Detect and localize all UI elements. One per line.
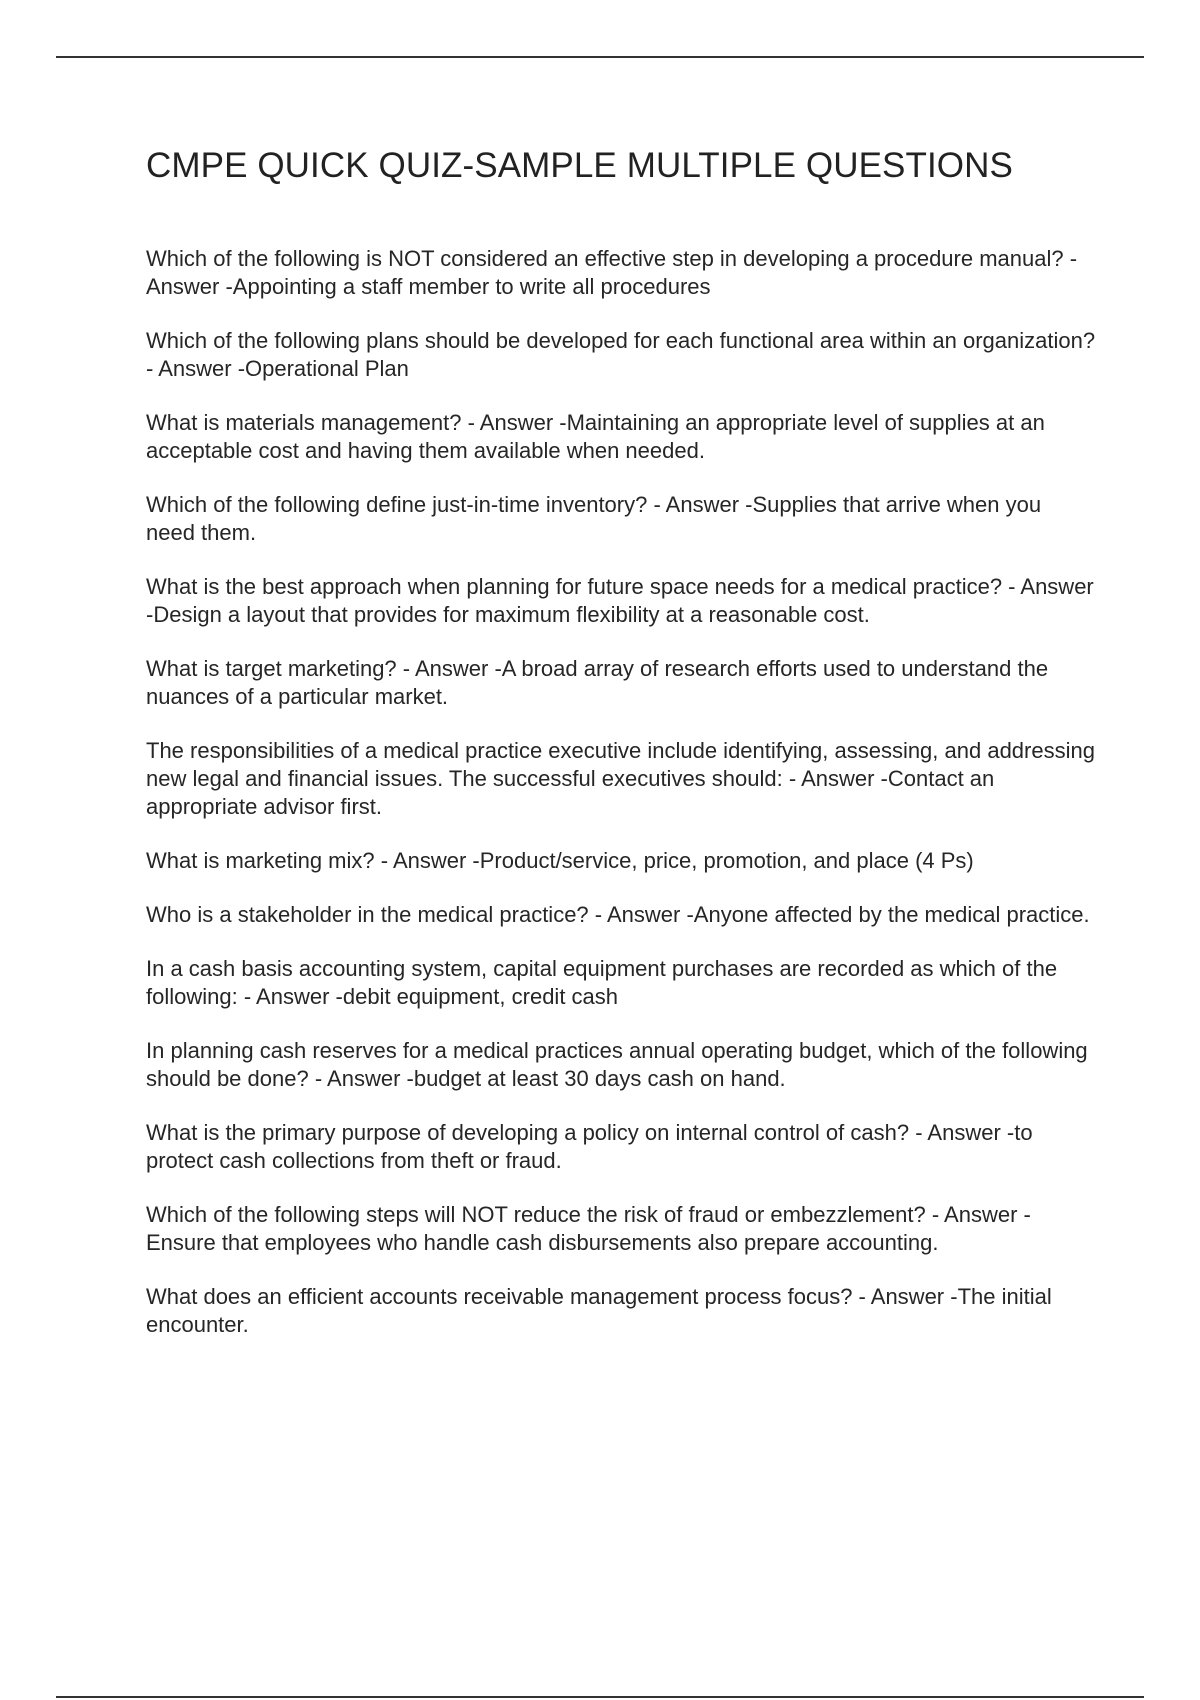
qa-item: What is target marketing? - Answer -A broad array of research efforts used to understand the nuances of a particular market. xyxy=(146,656,1049,709)
qa-item: In planning cash reserves for a medical practices annual operating budget, which of the following should be done? - Answer -budget at least 30 days cash on hand. xyxy=(146,1038,1088,1091)
qa-item: What is materials management? - Answer -Maintaining an appropriate level of supplies at an acceptable cost and having them available when needed. xyxy=(146,410,1045,463)
qa-item: What is marketing mix? - Answer -Product/service, price, promotion, and place (4 Ps) xyxy=(146,848,974,873)
qa-item: What is the best approach when planning for future space needs for a medical practice? - Answer -Design a layout that provides for maximum flexibility at a reasonable cost. xyxy=(146,574,1094,627)
qa-item: Which of the following plans should be developed for each functional area within an organization? - Answer -Operational Plan xyxy=(146,328,1096,381)
qa-item: What does an efficient accounts receivable management process focus? - Answer -The initial encounter. xyxy=(146,1284,1052,1337)
document-body xyxy=(146,140,1096,1365)
qa-item: Which of the following define just-in-time inventory? - Answer -Supplies that arrive when you need them. xyxy=(146,492,1042,545)
document-title: CMPE QUICK QUIZ-SAMPLE MULTIPLE QUESTIONS xyxy=(146,146,1013,185)
qa-item: The responsibilities of a medical practice executive include identifying, assessing, and addressing new legal and financial issues. The successful executives should: - Answer -Contact an appropriate advisor first. xyxy=(146,738,1095,819)
qa-item: Which of the following steps will NOT reduce the risk of fraud or embezzlement? - Answer -Ensure that employees who handle cash disbursements also prepare accounting. xyxy=(146,1202,1031,1255)
qa-item: In a cash basis accounting system, capital equipment purchases are recorded as which of the following: - Answer -debit equipment, credit cash xyxy=(146,956,1058,1009)
qa-item: Who is a stakeholder in the medical practice? - Answer -Anyone affected by the medical practice. xyxy=(146,902,1090,927)
footer-rule xyxy=(56,1696,1144,1698)
qa-item: What is the primary purpose of developing a policy on internal control of cash? - Answer -to protect cash collections from theft or fraud. xyxy=(146,1120,1033,1173)
qa-item: Which of the following is NOT considered an effective step in developing a procedure manual? - Answer -Appointing a staff member to write all procedures xyxy=(146,246,1078,299)
header-rule xyxy=(56,56,1144,58)
